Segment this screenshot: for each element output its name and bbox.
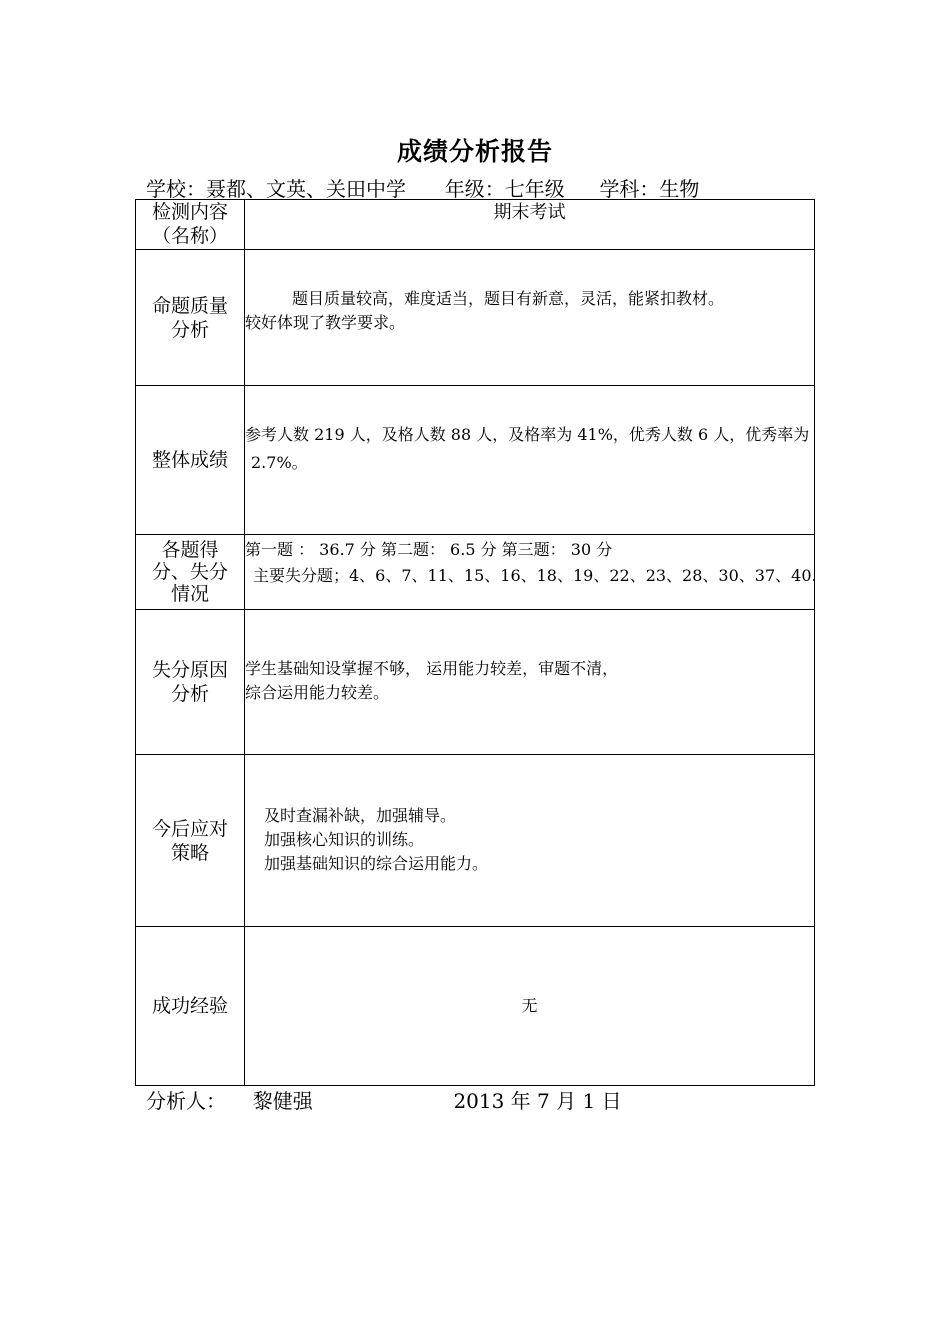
label-quality: 命题质量 分析 (136, 250, 245, 386)
label-scores: 各题得 分、失分 情况 (136, 535, 245, 610)
report-table (135, 199, 815, 1086)
report-date: 2013 年 7 月 1 日 (453, 1089, 622, 1113)
row-scores (136, 535, 815, 610)
label-experience: 成功经验 (136, 927, 245, 1086)
label-reasons: 失分原因 分析 (136, 610, 245, 755)
grade-field: 年级：七年级 (444, 177, 565, 201)
content-strategy: 及时查漏补缺，加强辅导。 加强核心知识的训练。 加强基础知识的综合运用能力。 (245, 755, 815, 927)
row-strategy (136, 755, 815, 927)
content-overall: 参考人数 219 人，及格人数 88 人，及格率为 41%，优秀人数 6 人，优秀率为 2.7%。 (245, 386, 815, 535)
subject-field: 学科：生物 (599, 177, 700, 201)
row-reasons (136, 610, 815, 755)
school-field: 学校：聂都、文英、关田中学 (146, 177, 406, 201)
content-exam: 期末考试 (245, 200, 815, 250)
row-quality (136, 250, 815, 386)
analyst-name: 黎健强 (252, 1089, 313, 1113)
report-meta (146, 173, 699, 202)
content-experience: 无 (245, 927, 815, 1086)
row-experience (136, 927, 815, 1086)
page-title: 成绩分析报告 (396, 137, 553, 166)
report-footer (146, 1085, 622, 1114)
content-scores: 第一题 ： 36.7 分 第二题： 6.5 分 第三题： 30 分 主要失分题；4、6、7、11、15、16、18、19、22、23、28、30、37、40. (245, 535, 815, 610)
content-quality: 题目质量较高，难度适当，题目有新意，灵活，能紧扣教材。 较好体现了教学要求。 (245, 250, 815, 386)
label-strategy: 今后应对 策略 (136, 755, 245, 927)
label-overall: 整体成绩 (136, 386, 245, 535)
row-exam (136, 200, 815, 250)
content-reasons: 学生基础知设掌握不够， 运用能力较差，审题不清， 综合运用能力较差。 (245, 610, 815, 755)
row-overall (136, 386, 815, 535)
analyst-label: 分析人： (146, 1089, 226, 1113)
label-exam: 检测内容 （名称） (136, 200, 245, 250)
